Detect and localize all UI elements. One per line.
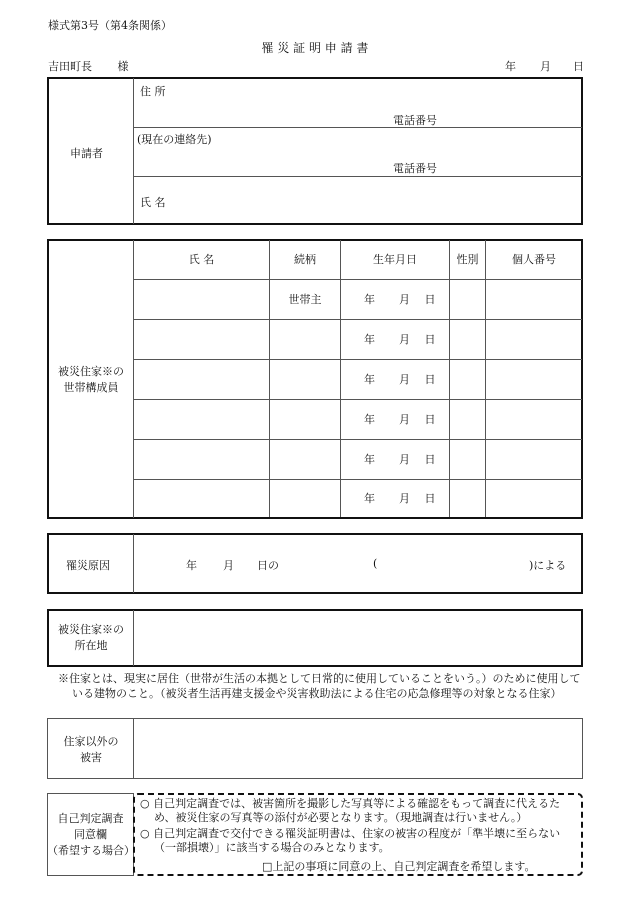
col-personal-number: 個人番号: [486, 240, 583, 279]
table-row: [134, 439, 582, 479]
cause-paren-close: )による: [529, 559, 567, 572]
cause-day-of: 日の: [257, 559, 279, 572]
member-name-cell[interactable]: [134, 319, 270, 359]
member-birth-cell[interactable]: 年 月 日: [341, 399, 450, 439]
contact-field[interactable]: [134, 144, 582, 174]
other-damage-label: 住家以外の 被害: [63, 735, 119, 764]
residence-note: ※住家とは、現実に居住（世帯が生活の本拠として日常的に使用していることをいう。）のために使用している建物のこと。（被災者生活再建支援金や災害救助法による住宅の応急修理等の対象となる住家）: [58, 672, 581, 700]
cause-year: 年: [186, 559, 197, 572]
cause-month: 月: [223, 559, 234, 572]
form-number: 様式第3号（第4条関係）: [48, 19, 172, 32]
member-number-cell[interactable]: [486, 319, 583, 359]
member-sex-cell[interactable]: [450, 319, 486, 359]
member-number-cell[interactable]: [486, 479, 583, 517]
member-number-cell[interactable]: [486, 279, 583, 319]
household-label: 被災住家※の 世帯構成員: [58, 365, 124, 394]
page-title: 罹 災 証 明 申 請 書: [261, 41, 369, 55]
member-sex-cell[interactable]: [450, 439, 486, 479]
household-table: [134, 240, 582, 517]
name-label: 氏 名: [140, 196, 166, 209]
self-assessment-item-2: ○ 自己判定調査で交付できる罹災証明書は、住家の被害の程度が「準半壊に至らない（一部損壊）」に該当する場合のみとなります。: [140, 827, 561, 854]
member-number-cell[interactable]: [486, 359, 583, 399]
contact-phone-label: 電話番号: [393, 162, 437, 175]
applicant-label: 申請者: [70, 147, 103, 160]
member-sex-cell[interactable]: [450, 479, 486, 517]
member-number-cell[interactable]: [486, 399, 583, 439]
member-sex-cell[interactable]: [450, 359, 486, 399]
other-damage-field[interactable]: [135, 721, 580, 776]
member-name-cell[interactable]: [134, 439, 270, 479]
member-birth-cell[interactable]: 年 月 日: [341, 359, 450, 399]
name-field[interactable]: [180, 180, 580, 220]
col-birthdate: 生年月日: [341, 240, 450, 279]
address-field[interactable]: [134, 96, 582, 126]
member-name-cell[interactable]: [134, 279, 270, 319]
cause-paren-open: (: [373, 557, 378, 570]
member-name-cell[interactable]: [134, 359, 270, 399]
table-row: [134, 479, 582, 517]
date-month-label: 月: [540, 60, 551, 73]
member-name-cell[interactable]: [134, 399, 270, 439]
date-day-label: 日: [573, 60, 584, 73]
member-relation-cell[interactable]: [270, 479, 341, 517]
phone-label: 電話番号: [393, 114, 437, 127]
member-relation-cell[interactable]: [270, 399, 341, 439]
member-sex-cell[interactable]: [450, 279, 486, 319]
table-row: [134, 319, 582, 359]
col-name: 氏 名: [134, 240, 270, 279]
table-row: [134, 279, 582, 319]
self-assessment-item-1: ○ 自己判定調査では、被害箇所を撮影した写真等による確認をもって調査に代えるため、被災住家の写真等の添付が必要となります。（現地調査は行いません。）: [140, 797, 561, 824]
member-relation-cell[interactable]: [270, 439, 341, 479]
member-relation-cell[interactable]: [270, 359, 341, 399]
table-row: [134, 399, 582, 439]
col-sex: 性別: [450, 240, 486, 279]
cause-field[interactable]: [384, 545, 529, 581]
consent-checkbox[interactable]: □上記の事項に同意の上、自己判定調査を希望します。: [262, 860, 536, 873]
cause-label: 罹災原因: [66, 559, 110, 572]
member-name-cell[interactable]: [134, 479, 270, 517]
addressee: 吉田町長 様: [48, 60, 129, 73]
member-sex-cell[interactable]: [450, 399, 486, 439]
address-label: 住 所: [140, 85, 166, 98]
date-year-label: 年: [505, 60, 516, 73]
member-relation-cell[interactable]: [270, 319, 341, 359]
table-row: [134, 359, 582, 399]
member-birth-cell[interactable]: 年 月 日: [341, 479, 450, 517]
self-assessment-label: 自己判定調査 同意欄 （希望する場合）: [47, 812, 135, 857]
member-birth-cell[interactable]: 年 月 日: [341, 279, 450, 319]
col-relation: 続柄: [270, 240, 341, 279]
location-field[interactable]: [135, 612, 580, 664]
member-birth-cell[interactable]: 年 月 日: [341, 319, 450, 359]
location-label: 被災住家※の 所在地: [58, 623, 124, 652]
member-number-cell[interactable]: [486, 439, 583, 479]
member-relation-cell[interactable]: 世帯主: [270, 279, 341, 319]
member-birth-cell[interactable]: 年 月 日: [341, 439, 450, 479]
contact-label: (現在の連絡先): [137, 133, 212, 146]
